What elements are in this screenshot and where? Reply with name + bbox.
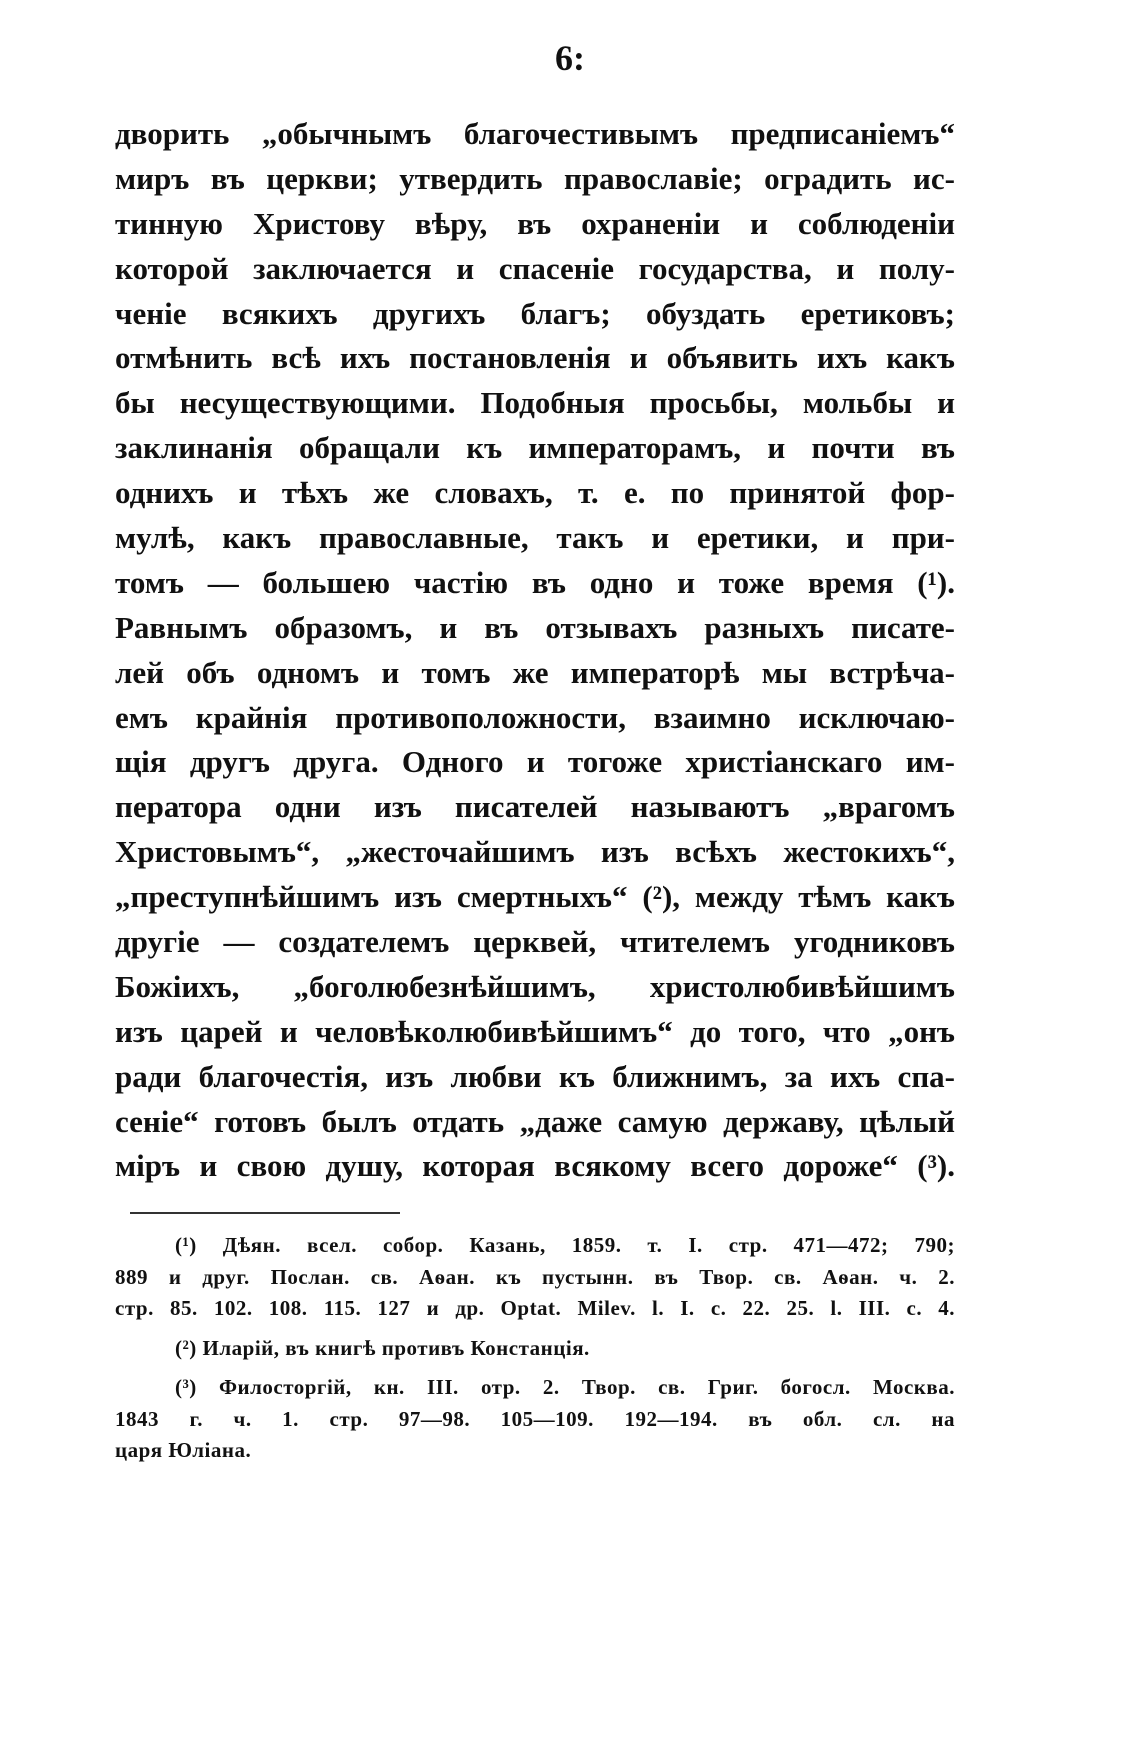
main-text: [115, 112, 955, 1189]
text-line: Равнымъ образомъ, и въ отзывахъ разныхъ писате-: [115, 609, 955, 645]
text-line: однихъ и тѣхъ же словахъ, т. е. по принятой фор-: [115, 475, 955, 511]
text-line: ператора одни изъ писателей называютъ „врагомъ: [115, 789, 955, 825]
footnote-divider: [130, 1212, 400, 1214]
text-line: лей объ одномъ и томъ же императорѣ мы встрѣча-: [115, 654, 955, 690]
text-line: отмѣнить всѣ ихъ постановленія и объявить ихъ какъ: [115, 340, 955, 376]
text-line: „преступнѣйшимъ изъ смертныхъ“ (²), между тѣмъ какъ: [115, 879, 955, 915]
text-line: заклинанія обращали къ императорамъ, и почти въ: [115, 430, 955, 466]
text-line: которой заключается и спасеніе государства, и полу-: [115, 250, 955, 286]
text-line: дворить „обычнымъ благочестивымъ предписаніемъ“: [115, 116, 955, 151]
footnote-2: (²) Иларій, въ книгѣ противъ Констанція.: [175, 1335, 590, 1360]
text-line: тинную Христову вѣру, въ охраненіи и соблюденіи: [115, 205, 955, 241]
text-line: миръ въ церкви; утвердить православіе; оградить ис-: [115, 160, 955, 196]
footnote-3-line: 1843 г. ч. 1. стр. 97—98. 105—109. 192—194. въ обл. сл. на: [115, 1406, 955, 1431]
text-line: ченіе всякихъ другихъ благъ; обуздать еретиковъ;: [115, 295, 955, 331]
text-line: ради благочестія, изъ любви къ ближнимъ, за ихъ спа-: [115, 1058, 955, 1094]
text-line: Божіихъ, „боголюбезнѣйшимъ, христолюбивѣйшимъ: [115, 968, 955, 1004]
footnote-1-line: стр. 85. 102. 108. 115. 127 и др. Optat. Milev. l. I. c. 22. 25. l. III. c. 4.: [115, 1296, 955, 1320]
page-number: 6:: [555, 38, 585, 78]
footnote-3-line: царя Юліана.: [115, 1438, 252, 1462]
text-line: щія другъ друга. Одного и тогоже христіанскаго им-: [115, 744, 955, 780]
footnote-1-line: 889 и друг. Послан. св. Аѳан. къ пустынн. въ Твор. св. Аѳан. ч. 2.: [115, 1264, 955, 1289]
text-line: другіе — создателемъ церквей, чтителемъ угодниковъ: [115, 924, 955, 960]
footnote-3: (³) Филосторгій, кн. III. отр. 2. Твор. св. Григ. богосл. Москва.: [175, 1375, 955, 1399]
footnote-1: (¹) Дѣян. всел. собор. Казань, 1859. т. І. стр. 471—472; 790;: [175, 1233, 955, 1257]
text-line: томъ — большею частію въ одно и тоже время (¹).: [115, 564, 955, 600]
text-line: міръ и свою душу, которая всякому всего дороже“ (³).: [115, 1148, 955, 1184]
text-line: емъ крайнія противоположности, взаимно исключаю-: [115, 699, 955, 735]
text-line: сеніе“ готовъ былъ отдать „даже самую державу, цѣлый: [115, 1103, 955, 1139]
text-line: бы несуществующими. Подобныя просьбы, мольбы и: [115, 385, 955, 421]
footnotes: [115, 1230, 955, 1467]
text-line: Христовымъ“, „жесточайшимъ изъ всѣхъ жестокихъ“,: [115, 834, 955, 870]
text-line: изъ царей и человѣколюбивѣйшимъ“ до того, что „онъ: [115, 1013, 955, 1049]
text-line: мулѣ, какъ православные, такъ и еретики, и при-: [115, 520, 955, 556]
